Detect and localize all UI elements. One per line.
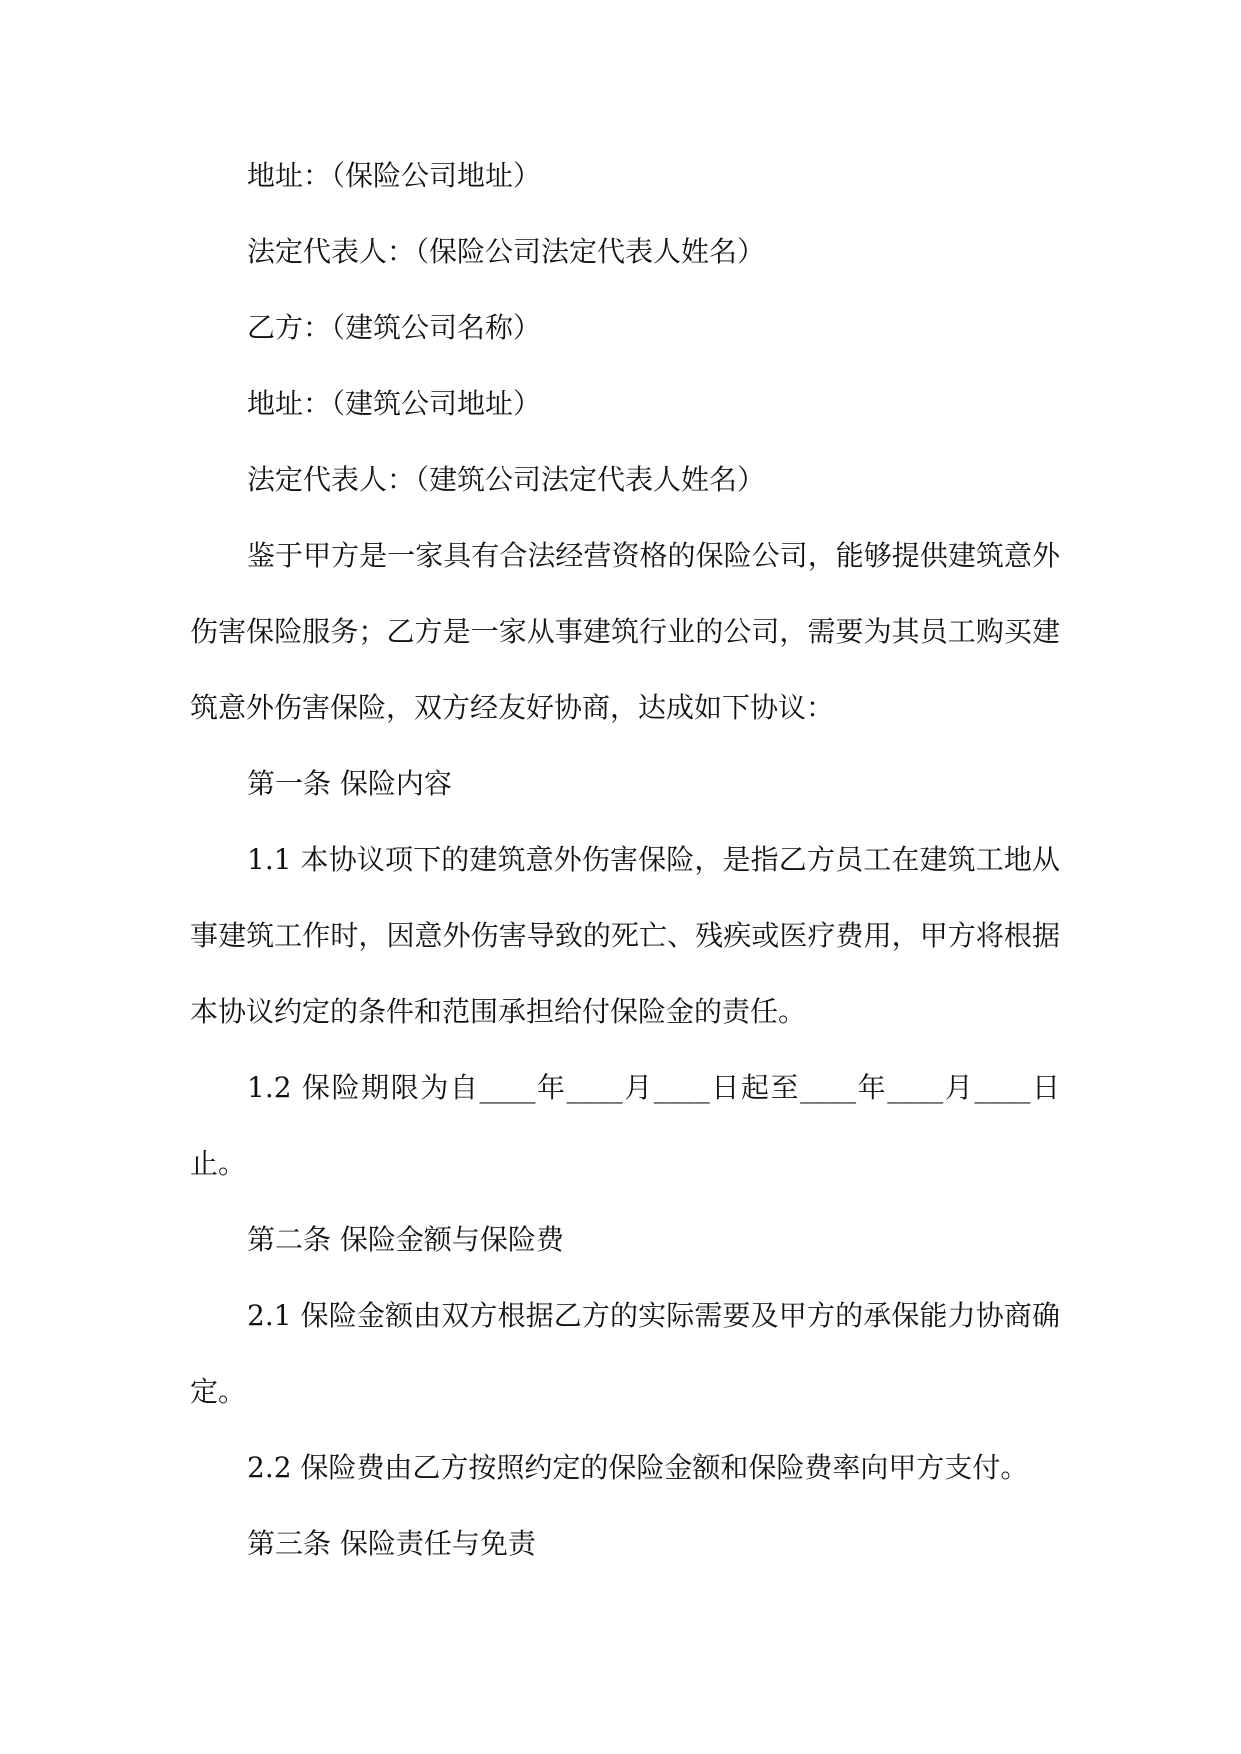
clause-2-2: 2.2 保险费由乙方按照约定的保险金额和保险费率向甲方支付。 [247,1451,1029,1484]
article-3-heading: 第三条 保险责任与免责 [247,1527,536,1560]
party-b-name: 乙方：（建筑公司名称） [247,311,542,344]
party-a-legal-rep: 法定代表人：（保险公司法定代表人姓名） [247,235,766,268]
party-a-address: 地址：（保险公司地址） [247,159,542,192]
contract-body [190,138,1060,1582]
party-b-legal-rep: 法定代表人：（建筑公司法定代表人姓名） [247,463,766,496]
article-1-heading: 第一条 保险内容 [247,767,452,800]
article-2-heading: 第二条 保险金额与保险费 [247,1223,564,1256]
clause-1-2: 1.2 保险期限为自____年____月____日起至____年____月____日止。 [190,1071,1060,1180]
clause-1-1: 1.1 本协议项下的建筑意外伤害保险，是指乙方员工在建筑工地从事建筑工作时，因意外伤害导致的死亡、残疾或医疗费用，甲方将根据本协议约定的条件和范围承担给付保险金的责任。 [190,843,1060,1028]
preamble-paragraph: 鉴于甲方是一家具有合法经营资格的保险公司，能够提供建筑意外伤害保险服务；乙方是一家从事建筑行业的公司，需要为其员工购买建筑意外伤害保险，双方经友好协商，达成如下协议： [190,539,1060,724]
party-b-address: 地址：（建筑公司地址） [247,387,542,420]
clause-2-1: 2.1 保险金额由双方根据乙方的实际需要及甲方的承保能力协商确定。 [190,1299,1060,1408]
